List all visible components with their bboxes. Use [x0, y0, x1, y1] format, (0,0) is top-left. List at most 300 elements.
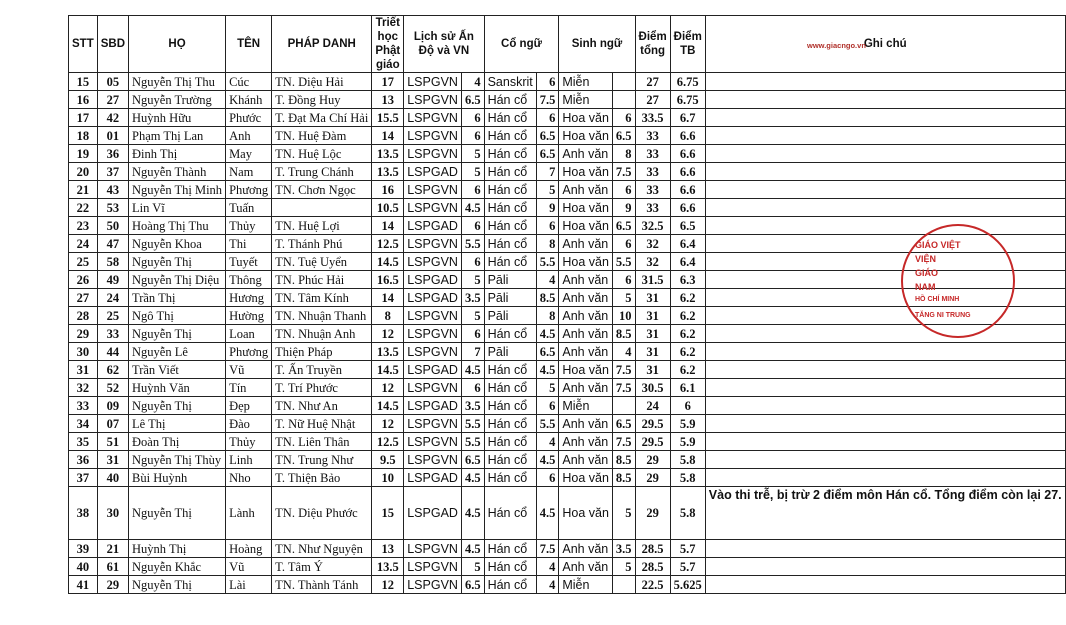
cell-note [705, 91, 1065, 109]
cell-ls: 6.5 [461, 576, 484, 594]
cell-cn: 4 [536, 433, 559, 451]
cell-ls: 5 [461, 307, 484, 325]
cell-tong: 33 [635, 181, 670, 199]
stamp-line: NAM [915, 282, 936, 292]
cell-tb: 6.2 [670, 289, 705, 307]
cell-cn: 4.5 [536, 451, 559, 469]
cell-phap-danh [272, 199, 372, 217]
header-ho: HỌ [129, 16, 226, 73]
cell-stt: 16 [69, 91, 98, 109]
cell-note [705, 73, 1065, 91]
cell-note: Vào thi trễ, bị trừ 2 điểm môn Hán cổ. Tổng điểm còn lại 27. [705, 487, 1065, 540]
cell-ho: Huỳnh Văn [129, 379, 226, 397]
cell-tb: 6.2 [670, 361, 705, 379]
cell-sn-lang: Anh văn [559, 451, 613, 469]
cell-triet: 8 [372, 307, 404, 325]
cell-sn-lang: Anh văn [559, 181, 613, 199]
cell-cn: 5 [536, 379, 559, 397]
cell-sbd: 50 [97, 217, 128, 235]
cell-ls-code: LSPGAD [404, 163, 462, 181]
header-stt: STT [69, 16, 98, 73]
cell-ho: Trần Viết [129, 361, 226, 379]
cell-sn-lang: Hoa văn [559, 163, 613, 181]
table-row [69, 558, 1066, 576]
cell-cn-lang: Pāli [484, 271, 536, 289]
cell-ten: Nam [226, 163, 272, 181]
cell-tong: 29 [635, 451, 670, 469]
cell-tb: 6.6 [670, 181, 705, 199]
cell-triet: 12 [372, 415, 404, 433]
cell-cn: 4.5 [536, 325, 559, 343]
cell-tb: 6.7 [670, 109, 705, 127]
cell-sn-lang: Hoa văn [559, 253, 613, 271]
cell-ls-code: LSPGVN [404, 576, 462, 594]
cell-ls: 7 [461, 343, 484, 361]
cell-sn-lang: Hoa văn [559, 361, 613, 379]
cell-phap-danh: T. Nữ Huệ Nhật [272, 415, 372, 433]
cell-triet: 14.5 [372, 397, 404, 415]
cell-ls: 3.5 [461, 397, 484, 415]
watermark: www.giacngo.vn [807, 41, 866, 50]
cell-triet: 14 [372, 289, 404, 307]
cell-stt: 33 [69, 397, 98, 415]
cell-stt: 41 [69, 576, 98, 594]
table-row [69, 181, 1066, 199]
cell-phap-danh: T. Thánh Phú [272, 235, 372, 253]
cell-phap-danh: T. Đồng Huy [272, 91, 372, 109]
cell-ten: Anh [226, 127, 272, 145]
cell-cn-lang: Pāli [484, 343, 536, 361]
cell-sbd: 07 [97, 415, 128, 433]
cell-cn-lang: Hán cổ [484, 451, 536, 469]
cell-tong: 28.5 [635, 558, 670, 576]
cell-cn-lang: Hán cổ [484, 145, 536, 163]
cell-ten: Loan [226, 325, 272, 343]
cell-stt: 25 [69, 253, 98, 271]
cell-stt: 28 [69, 307, 98, 325]
cell-phap-danh: TN. Liên Thân [272, 433, 372, 451]
cell-note [705, 540, 1065, 558]
table-row [69, 487, 1066, 540]
cell-tong: 31 [635, 343, 670, 361]
cell-ten: May [226, 145, 272, 163]
cell-sn: 7.5 [612, 379, 635, 397]
cell-sn-lang: Anh văn [559, 271, 613, 289]
stamp-line: HỒ CHÍ MINH [915, 296, 960, 303]
cell-cn-lang: Hán cổ [484, 415, 536, 433]
table-row [69, 540, 1066, 558]
cell-note [705, 379, 1065, 397]
cell-sbd: 36 [97, 145, 128, 163]
cell-sn-lang: Anh văn [559, 235, 613, 253]
cell-ls-code: LSPGVN [404, 199, 462, 217]
cell-sn [612, 73, 635, 91]
cell-tb: 6.1 [670, 379, 705, 397]
header-ghi-chu: Ghi chú [705, 16, 1065, 73]
cell-ls: 5 [461, 558, 484, 576]
results-body [69, 73, 1066, 594]
cell-sn: 5 [612, 289, 635, 307]
cell-ho: Nguyễn Thành [129, 163, 226, 181]
cell-stt: 17 [69, 109, 98, 127]
cell-sn: 8.5 [612, 451, 635, 469]
cell-ho: Nguyễn Thị Diệu [129, 271, 226, 289]
cell-sbd: 25 [97, 307, 128, 325]
cell-phap-danh: TN. Thành Tánh [272, 576, 372, 594]
cell-tong: 27 [635, 91, 670, 109]
cell-ls: 6 [461, 379, 484, 397]
cell-tong: 32 [635, 235, 670, 253]
cell-ho: Phạm Thị Lan [129, 127, 226, 145]
cell-triet: 13.5 [372, 343, 404, 361]
cell-tb: 5.625 [670, 576, 705, 594]
cell-triet: 14.5 [372, 253, 404, 271]
cell-sbd: 37 [97, 163, 128, 181]
cell-tong: 30.5 [635, 379, 670, 397]
header-sinh-ngu: Sinh ngữ [559, 16, 635, 73]
cell-phap-danh: TN. Phúc Hải [272, 271, 372, 289]
cell-ten: Thi [226, 235, 272, 253]
cell-stt: 29 [69, 325, 98, 343]
table-row [69, 397, 1066, 415]
cell-phap-danh: T. Tâm Ý [272, 558, 372, 576]
cell-sn: 5 [612, 558, 635, 576]
cell-tb: 6.3 [670, 271, 705, 289]
cell-tong: 24 [635, 397, 670, 415]
cell-ls: 5.5 [461, 235, 484, 253]
cell-sn: 8 [612, 145, 635, 163]
cell-ten: Hường [226, 307, 272, 325]
cell-ten: Linh [226, 451, 272, 469]
cell-triet: 14 [372, 127, 404, 145]
cell-cn-lang: Hán cổ [484, 217, 536, 235]
cell-ho: Bùi Huỳnh [129, 469, 226, 487]
cell-ten: Đào [226, 415, 272, 433]
cell-ho: Nguyễn Thị Thùy [129, 451, 226, 469]
cell-ho: Nguyễn Thị [129, 325, 226, 343]
cell-triet: 12 [372, 576, 404, 594]
cell-sbd: 01 [97, 127, 128, 145]
cell-note [705, 361, 1065, 379]
cell-triet: 16 [372, 181, 404, 199]
cell-tb: 6.5 [670, 217, 705, 235]
cell-ls-code: LSPGVN [404, 451, 462, 469]
cell-sn-lang: Hoa văn [559, 109, 613, 127]
cell-stt: 20 [69, 163, 98, 181]
cell-sn-lang: Anh văn [559, 307, 613, 325]
cell-triet: 16.5 [372, 271, 404, 289]
cell-ho: Huỳnh Thị [129, 540, 226, 558]
cell-tb: 5.8 [670, 487, 705, 540]
cell-note [705, 127, 1065, 145]
cell-sn: 4 [612, 343, 635, 361]
cell-sbd: 40 [97, 469, 128, 487]
cell-sn: 7.5 [612, 433, 635, 451]
cell-tong: 33 [635, 145, 670, 163]
cell-sbd: 33 [97, 325, 128, 343]
cell-note [705, 576, 1065, 594]
cell-ho: Nguyễn Thị [129, 397, 226, 415]
cell-stt: 30 [69, 343, 98, 361]
cell-cn-lang: Hán cổ [484, 163, 536, 181]
table-row [69, 127, 1066, 145]
cell-sn-lang: Miễn [559, 73, 613, 91]
cell-ho: Nguyễn Khắc [129, 558, 226, 576]
cell-ho: Nguyễn Lê [129, 343, 226, 361]
cell-tong: 31 [635, 361, 670, 379]
cell-sn: 6 [612, 181, 635, 199]
cell-sn-lang: Hoa văn [559, 487, 613, 540]
cell-tong: 32 [635, 253, 670, 271]
header-row [69, 16, 1066, 73]
cell-cn: 4 [536, 576, 559, 594]
cell-cn: 4.5 [536, 361, 559, 379]
cell-ho: Trần Thị [129, 289, 226, 307]
cell-cn-lang: Hán cổ [484, 235, 536, 253]
cell-stt: 26 [69, 271, 98, 289]
cell-tong: 31 [635, 325, 670, 343]
cell-ls-code: LSPGAD [404, 397, 462, 415]
cell-note [705, 325, 1065, 343]
cell-tong: 31 [635, 307, 670, 325]
cell-phap-danh: T. Thiện Bảo [272, 469, 372, 487]
cell-ten: Cúc [226, 73, 272, 91]
cell-phap-danh: TN. Huệ Lộc [272, 145, 372, 163]
cell-phap-danh: Thiện Pháp [272, 343, 372, 361]
cell-sn-lang: Hoa văn [559, 127, 613, 145]
table-row [69, 325, 1066, 343]
cell-note [705, 235, 1065, 253]
cell-stt: 34 [69, 415, 98, 433]
cell-stt: 15 [69, 73, 98, 91]
cell-ls-code: LSPGVN [404, 540, 462, 558]
cell-stt: 38 [69, 487, 98, 540]
cell-sn-lang: Hoa văn [559, 199, 613, 217]
cell-ls-code: LSPGVN [404, 181, 462, 199]
cell-cn-lang: Hán cổ [484, 127, 536, 145]
cell-cn: 7.5 [536, 540, 559, 558]
cell-triet: 15 [372, 487, 404, 540]
cell-stt: 19 [69, 145, 98, 163]
cell-ls-code: LSPGVN [404, 433, 462, 451]
cell-ls-code: LSPGAD [404, 469, 462, 487]
cell-cn: 6.5 [536, 127, 559, 145]
cell-stt: 37 [69, 469, 98, 487]
cell-sbd: 51 [97, 433, 128, 451]
cell-ls-code: LSPGAD [404, 487, 462, 540]
cell-note [705, 199, 1065, 217]
cell-tong: 31.5 [635, 271, 670, 289]
cell-cn: 6 [536, 109, 559, 127]
cell-ho: Huỳnh Hữu [129, 109, 226, 127]
cell-ls: 3.5 [461, 289, 484, 307]
cell-note [705, 343, 1065, 361]
cell-cn: 4.5 [536, 487, 559, 540]
cell-sn-lang: Anh văn [559, 558, 613, 576]
cell-tb: 5.8 [670, 451, 705, 469]
cell-ten: Vũ [226, 558, 272, 576]
cell-ho: Nguyễn Thị [129, 576, 226, 594]
cell-tong: 33 [635, 127, 670, 145]
cell-ho: Nguyễn Thị [129, 253, 226, 271]
cell-cn-lang: Hán cổ [484, 397, 536, 415]
cell-tong: 32.5 [635, 217, 670, 235]
cell-ls: 5 [461, 145, 484, 163]
cell-sn: 7.5 [612, 361, 635, 379]
cell-phap-danh: T. Ấn Truyền [272, 361, 372, 379]
cell-ls: 4.5 [461, 469, 484, 487]
cell-ls-code: LSPGAD [404, 217, 462, 235]
cell-note [705, 415, 1065, 433]
table-row [69, 217, 1066, 235]
table-row [69, 451, 1066, 469]
cell-cn: 6.5 [536, 145, 559, 163]
cell-stt: 21 [69, 181, 98, 199]
cell-sn-lang: Anh văn [559, 145, 613, 163]
table-row [69, 576, 1066, 594]
cell-stt: 36 [69, 451, 98, 469]
cell-cn: 9 [536, 199, 559, 217]
cell-note [705, 397, 1065, 415]
cell-sbd: 29 [97, 576, 128, 594]
cell-sbd: 62 [97, 361, 128, 379]
cell-phap-danh: TN. Tâm Kính [272, 289, 372, 307]
cell-cn: 6.5 [536, 343, 559, 361]
cell-triet: 10 [372, 469, 404, 487]
cell-cn-lang: Hán cổ [484, 433, 536, 451]
cell-phap-danh: TN. Nhuận Thanh [272, 307, 372, 325]
cell-ho: Ngô Thị [129, 307, 226, 325]
cell-note [705, 109, 1065, 127]
cell-tb: 5.7 [670, 540, 705, 558]
cell-tong: 33 [635, 163, 670, 181]
cell-phap-danh: TN. Chơn Ngọc [272, 181, 372, 199]
cell-triet: 12.5 [372, 235, 404, 253]
cell-note [705, 433, 1065, 451]
cell-triet: 12 [372, 325, 404, 343]
cell-sn: 6.5 [612, 217, 635, 235]
cell-tb: 5.8 [670, 469, 705, 487]
cell-tong: 29.5 [635, 433, 670, 451]
cell-cn-lang: Hán cổ [484, 253, 536, 271]
cell-ten: Hương [226, 289, 272, 307]
cell-stt: 24 [69, 235, 98, 253]
cell-ho: Nguyễn Thị [129, 487, 226, 540]
cell-ho: Hoàng Thị Thu [129, 217, 226, 235]
cell-tb: 6.2 [670, 325, 705, 343]
cell-phap-danh: T. Trung Chánh [272, 163, 372, 181]
table-row [69, 379, 1066, 397]
cell-phap-danh: TN. Diệu Hải [272, 73, 372, 91]
cell-sbd: 47 [97, 235, 128, 253]
cell-sn: 6.5 [612, 127, 635, 145]
cell-sbd: 42 [97, 109, 128, 127]
cell-ls: 5.5 [461, 433, 484, 451]
cell-ls: 5 [461, 271, 484, 289]
cell-sn-lang: Hoa văn [559, 469, 613, 487]
cell-sbd: 30 [97, 487, 128, 540]
cell-tb: 5.9 [670, 433, 705, 451]
cell-stt: 40 [69, 558, 98, 576]
cell-ten: Hoàng [226, 540, 272, 558]
cell-tb: 6.6 [670, 127, 705, 145]
cell-ten: Phước [226, 109, 272, 127]
cell-sn-lang: Miễn [559, 91, 613, 109]
cell-ls: 5.5 [461, 415, 484, 433]
header-co-ngu: Cổ ngữ [484, 16, 559, 73]
cell-phap-danh: TN. Diệu Phước [272, 487, 372, 540]
cell-ho: Đoàn Thị [129, 433, 226, 451]
table-row [69, 433, 1066, 451]
cell-sn: 10 [612, 307, 635, 325]
cell-cn: 4 [536, 271, 559, 289]
cell-cn-lang: Hán cổ [484, 487, 536, 540]
cell-phap-danh: TN. Nhuận Anh [272, 325, 372, 343]
cell-sn: 5 [612, 487, 635, 540]
table-row [69, 73, 1066, 91]
cell-ls-code: LSPGVN [404, 235, 462, 253]
table-row [69, 199, 1066, 217]
cell-cn-lang: Pāli [484, 289, 536, 307]
cell-cn-lang: Hán cổ [484, 558, 536, 576]
cell-tb: 6.6 [670, 145, 705, 163]
cell-cn-lang: Hán cổ [484, 91, 536, 109]
cell-stt: 18 [69, 127, 98, 145]
cell-ls: 6 [461, 217, 484, 235]
cell-triet: 14 [372, 217, 404, 235]
cell-ten: Phương [226, 343, 272, 361]
cell-cn-lang: Pāli [484, 307, 536, 325]
cell-ls-code: LSPGVN [404, 558, 462, 576]
cell-ho: Lin Vĩ [129, 199, 226, 217]
cell-ls: 6.5 [461, 451, 484, 469]
cell-sbd: 44 [97, 343, 128, 361]
cell-stt: 32 [69, 379, 98, 397]
cell-sn-lang: Anh văn [559, 540, 613, 558]
cell-ls: 4.5 [461, 540, 484, 558]
cell-sbd: 21 [97, 540, 128, 558]
table-row [69, 361, 1066, 379]
cell-ls: 4 [461, 73, 484, 91]
header-lich-su: Lịch sử Ấn Độ và VN [404, 16, 484, 73]
cell-ten: Tuyết [226, 253, 272, 271]
cell-tb: 6.6 [670, 163, 705, 181]
cell-sn-lang: Anh văn [559, 289, 613, 307]
cell-phap-danh: TN. Huệ Đàm [272, 127, 372, 145]
cell-ls-code: LSPGVN [404, 109, 462, 127]
cell-ten: Đẹp [226, 397, 272, 415]
cell-cn: 6 [536, 469, 559, 487]
table-row [69, 469, 1066, 487]
cell-ten: Thông [226, 271, 272, 289]
cell-triet: 13.5 [372, 163, 404, 181]
table-row [69, 163, 1066, 181]
table-row [69, 109, 1066, 127]
cell-ho: Nguyễn Trường [129, 91, 226, 109]
cell-ho: Nguyễn Thị Thu [129, 73, 226, 91]
cell-phap-danh: TN. Huệ Lợi [272, 217, 372, 235]
cell-sbd: 09 [97, 397, 128, 415]
cell-ls: 6.5 [461, 91, 484, 109]
cell-note [705, 451, 1065, 469]
cell-triet: 12.5 [372, 433, 404, 451]
cell-ls-code: LSPGAD [404, 271, 462, 289]
cell-cn-lang: Hán cổ [484, 576, 536, 594]
cell-cn-lang: Hán cổ [484, 540, 536, 558]
cell-triet: 13 [372, 91, 404, 109]
seal-stamp [901, 224, 1015, 338]
cell-tong: 33 [635, 199, 670, 217]
